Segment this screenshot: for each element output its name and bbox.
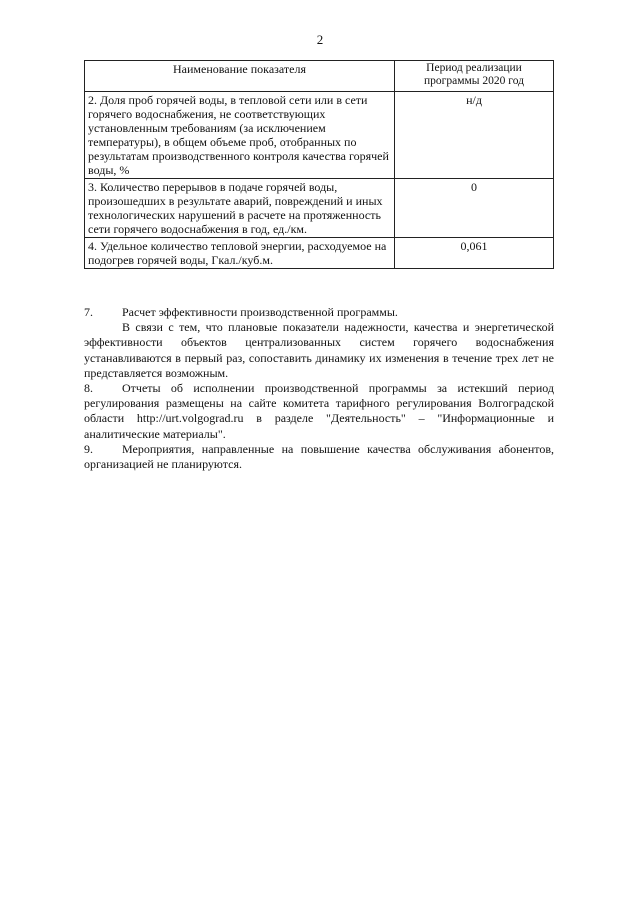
table-header-row: [85, 61, 554, 92]
document-body: [84, 305, 554, 472]
section-7-number: 7.: [84, 305, 93, 319]
section-9-text: Мероприятия, направленные на повышение качества обслуживания абонентов, организацией не планируются.: [84, 441, 554, 472]
indicators-table: [84, 60, 554, 269]
indicator-value: 0: [395, 179, 554, 238]
section-9-paragraph: [84, 442, 554, 472]
indicator-name: 2. Доля проб горячей воды, в тепловой сети или в сети горячего водоснабжения, не соответствующих установленным требованиям (за исключением температуры), в общем объеме проб, отобранных по результатам производственного контроля качества горячей воды, %: [85, 92, 395, 179]
section-8-number: 8.: [84, 381, 93, 396]
section-7-title: Расчет эффективности производственной программы.: [122, 305, 398, 319]
header-indicator-name: Наименование показателя: [85, 61, 395, 92]
table-row: [85, 238, 554, 269]
section-9-number: 9.: [84, 441, 93, 456]
page-number: 2: [316, 32, 324, 47]
section-7-paragraph: В связи с тем, что плановые показатели надежности, качества и энергетической эффективности объектов централизованных систем горячего водоснабжения устанавливаются в первый раз, сопоставить динамику их изменения в течение трех лет не представляется возможным.: [84, 320, 554, 380]
section-8-paragraph: [84, 381, 554, 442]
indicator-name: 4. Удельное количество тепловой энергии, расходуемое на подогрев горячей воды, Гкал./куб.м.: [85, 238, 395, 269]
section-7-heading: [84, 305, 554, 320]
indicator-value: 0,061: [395, 238, 554, 269]
header-period: Период реализации программы 2020 год: [395, 61, 554, 92]
section-8-text: Отчеты об исполнении производственной программы за истекший период регулирования размещены на сайте комитета тарифного регулирования Волгоградской области http://urt.volgograd.ru в разделе "Деятельность" – "Информационные и аналитические материалы".: [84, 381, 554, 441]
indicator-value: н/д: [395, 92, 554, 179]
indicator-name: 3. Количество перерывов в подаче горячей воды, произошедших в результате аварий, повреждений и иных технологических нарушений в расчете на протяженность сети горячего водоснабжения в год, ед./км.: [85, 179, 395, 238]
table-row: [85, 92, 554, 179]
table-row: [85, 179, 554, 238]
